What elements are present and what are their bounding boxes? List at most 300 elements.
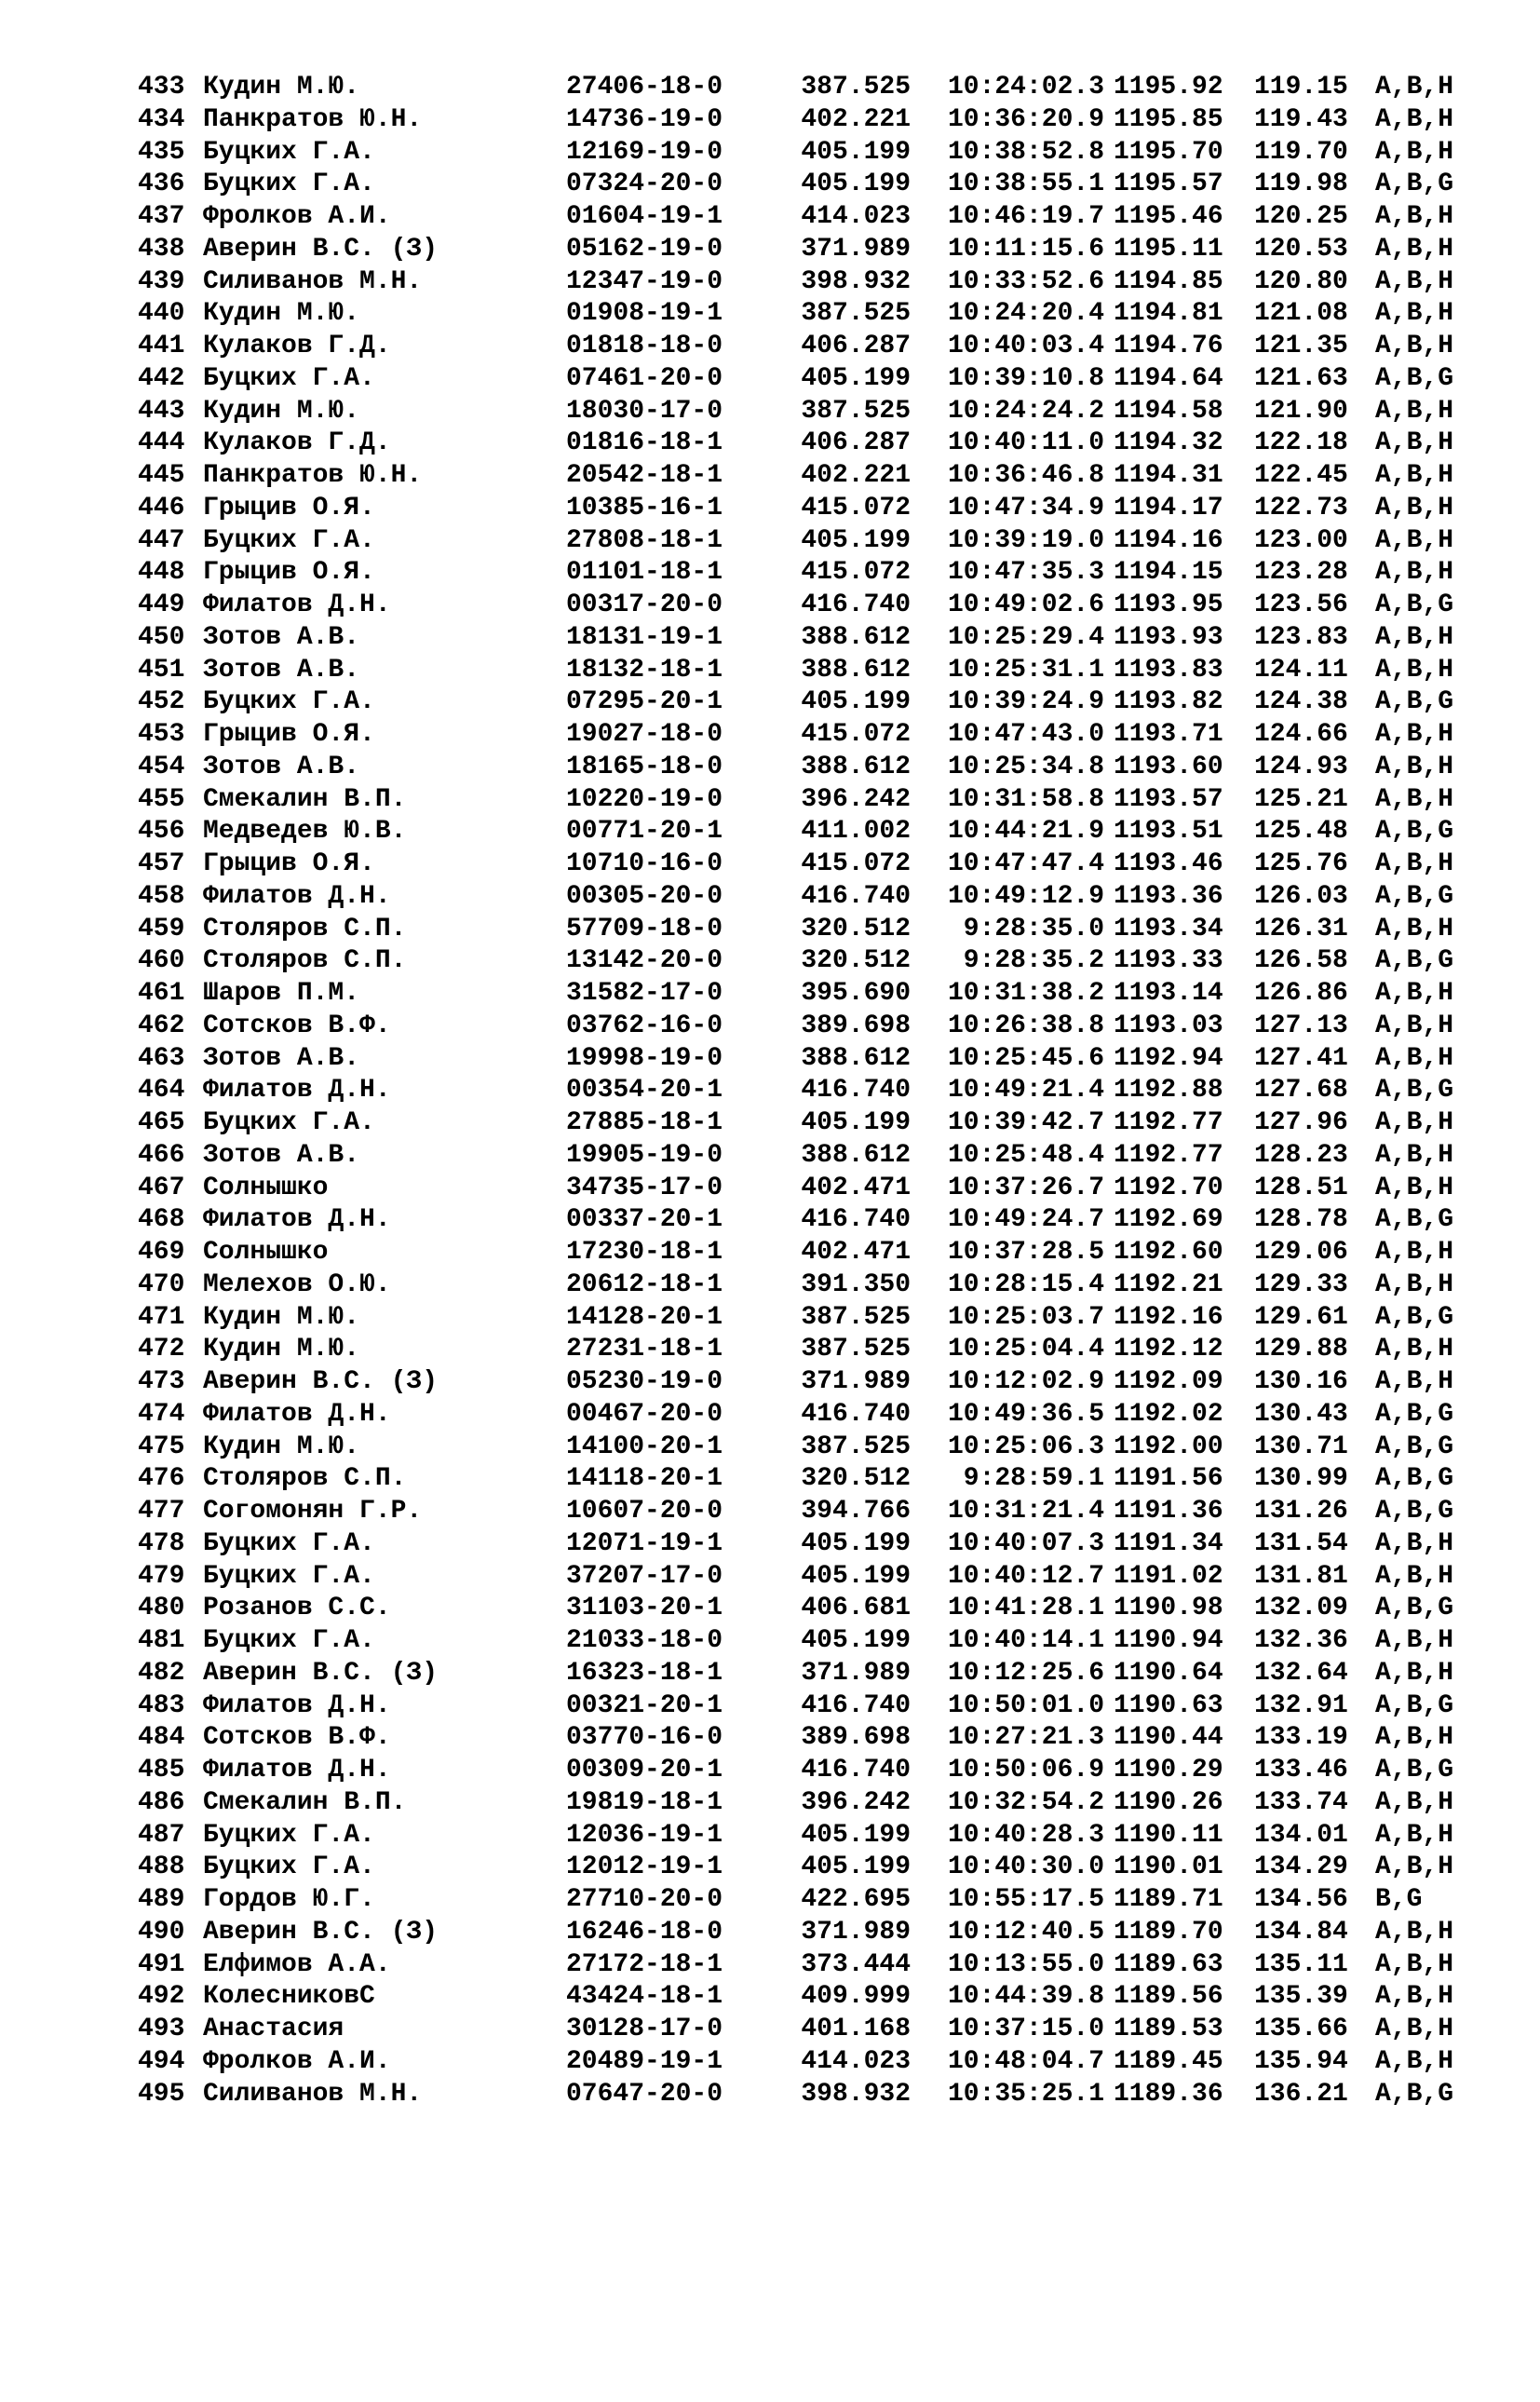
place-number: 481 — [138, 1626, 185, 1655]
fancier-name: Кудин М.Ю. — [203, 396, 360, 426]
arrival-time: 10:40:12.7 — [947, 1561, 1104, 1591]
category-flags: A,B,H — [1375, 914, 1454, 943]
coefficient-value: 135.39 — [1254, 1982, 1348, 2012]
ring-number: 10385-16-1 — [566, 493, 723, 522]
speed-value: 1192.02 — [1114, 1399, 1223, 1429]
fancier-name: Солнышко — [203, 1238, 329, 1267]
category-flags: A,B,H — [1375, 979, 1454, 1008]
speed-value: 1192.09 — [1114, 1367, 1223, 1396]
place-number: 465 — [138, 1108, 185, 1137]
category-flags: A,B,H — [1375, 1626, 1454, 1655]
arrival-time: 10:33:52.6 — [947, 266, 1104, 296]
result-row — [0, 298, 1540, 331]
arrival-time: 10:31:21.4 — [947, 1497, 1104, 1526]
arrival-time: 10:12:40.5 — [947, 1917, 1104, 1947]
category-flags: A,B,H — [1375, 1108, 1454, 1137]
result-row — [0, 1981, 1540, 2014]
coefficient-value: 130.43 — [1254, 1399, 1348, 1429]
ring-number: 01101-18-1 — [566, 558, 723, 588]
result-row — [0, 978, 1540, 1011]
coefficient-value: 128.78 — [1254, 1205, 1348, 1235]
result-row — [0, 525, 1540, 558]
ring-number: 18131-19-1 — [566, 622, 723, 652]
arrival-time: 10:24:20.4 — [947, 299, 1104, 329]
arrival-time: 10:25:04.4 — [947, 1335, 1104, 1364]
arrival-time: 9:28:59.1 — [963, 1464, 1104, 1494]
arrival-time: 10:39:10.8 — [947, 363, 1104, 393]
result-row — [0, 1269, 1540, 1302]
distance-km: 387.525 — [801, 1302, 911, 1332]
ring-number: 03762-16-0 — [566, 1011, 723, 1040]
place-number: 473 — [138, 1367, 185, 1396]
speed-value: 1189.70 — [1114, 1917, 1223, 1947]
result-row — [0, 1820, 1540, 1852]
category-flags: A,B,H — [1375, 428, 1454, 458]
speed-value: 1191.02 — [1114, 1561, 1223, 1591]
fancier-name: Буцких Г.А. — [203, 1852, 375, 1882]
arrival-time: 10:35:25.1 — [947, 2079, 1104, 2109]
category-flags: A,B,H — [1375, 752, 1454, 781]
coefficient-value: 126.31 — [1254, 914, 1348, 943]
category-flags: A,B,G — [1375, 881, 1454, 911]
place-number: 437 — [138, 202, 185, 231]
result-row — [0, 914, 1540, 946]
distance-km: 387.525 — [801, 1432, 911, 1461]
place-number: 480 — [138, 1594, 185, 1623]
coefficient-value: 133.74 — [1254, 1787, 1348, 1817]
coefficient-value: 134.29 — [1254, 1852, 1348, 1882]
fancier-name: Кудин М.Ю. — [203, 1302, 360, 1332]
arrival-time: 10:49:36.5 — [947, 1399, 1104, 1429]
coefficient-value: 129.06 — [1254, 1238, 1348, 1267]
arrival-time: 10:40:30.0 — [947, 1852, 1104, 1882]
coefficient-value: 133.46 — [1254, 1756, 1348, 1785]
ring-number: 19027-18-0 — [566, 720, 723, 749]
ring-number: 14118-20-1 — [566, 1464, 723, 1494]
place-number: 471 — [138, 1302, 185, 1332]
coefficient-value: 119.43 — [1254, 104, 1348, 134]
ring-number: 18165-18-0 — [566, 752, 723, 781]
speed-value: 1193.34 — [1114, 914, 1223, 943]
fancier-name: Мелехов О.Ю. — [203, 1269, 391, 1299]
ring-number: 19998-19-0 — [566, 1043, 723, 1073]
distance-km: 406.287 — [801, 332, 911, 360]
category-flags: A,B,H — [1375, 1982, 1454, 2012]
coefficient-value: 134.01 — [1254, 1820, 1348, 1850]
arrival-time: 10:47:43.0 — [947, 720, 1104, 749]
arrival-time: 10:11:15.6 — [947, 234, 1104, 264]
distance-km: 402.471 — [801, 1238, 911, 1267]
coefficient-value: 126.86 — [1254, 979, 1348, 1008]
ring-number: 18132-18-1 — [566, 655, 723, 685]
distance-km: 405.199 — [801, 1626, 911, 1655]
speed-value: 1195.46 — [1114, 202, 1223, 231]
coefficient-value: 128.51 — [1254, 1173, 1348, 1202]
distance-km: 389.698 — [801, 1011, 911, 1040]
speed-value: 1192.60 — [1114, 1238, 1223, 1267]
speed-value: 1195.70 — [1114, 137, 1223, 167]
ring-number: 27808-18-1 — [566, 525, 723, 555]
arrival-time: 10:31:38.2 — [947, 979, 1104, 1008]
fancier-name: Кудин М.Ю. — [203, 1335, 360, 1364]
distance-km: 388.612 — [801, 1140, 911, 1170]
distance-km: 416.740 — [801, 590, 911, 619]
speed-value: 1195.11 — [1114, 234, 1223, 264]
place-number: 490 — [138, 1917, 185, 1947]
category-flags: A,B,H — [1375, 299, 1454, 329]
ring-number: 00321-20-1 — [566, 1690, 723, 1720]
ring-number: 31103-20-1 — [566, 1594, 723, 1623]
speed-value: 1195.85 — [1114, 104, 1223, 134]
category-flags: A,B,G — [1375, 1756, 1454, 1785]
result-row — [0, 104, 1540, 137]
place-number: 449 — [138, 590, 185, 619]
fancier-name: Солнышко — [203, 1173, 329, 1202]
ring-number: 07647-20-0 — [566, 2079, 723, 2109]
distance-km: 388.612 — [801, 1043, 911, 1073]
result-row — [0, 1787, 1540, 1820]
fancier-name: Смекалин В.П. — [203, 1787, 407, 1817]
ring-number: 00467-20-0 — [566, 1399, 723, 1429]
ring-number: 00309-20-1 — [566, 1756, 723, 1785]
place-number: 459 — [138, 914, 185, 943]
place-number: 474 — [138, 1399, 185, 1429]
speed-value: 1190.64 — [1114, 1658, 1223, 1688]
place-number: 468 — [138, 1205, 185, 1235]
distance-km: 415.072 — [801, 720, 911, 749]
ring-number: 10607-20-0 — [566, 1497, 723, 1526]
fancier-name: Кулаков Г.Д. — [203, 332, 391, 360]
arrival-time: 10:12:02.9 — [947, 1367, 1104, 1396]
ring-number: 05230-19-0 — [566, 1367, 723, 1396]
place-number: 494 — [138, 2046, 185, 2076]
arrival-time: 9:28:35.2 — [963, 946, 1104, 976]
ring-number: 20612-18-1 — [566, 1269, 723, 1299]
fancier-name: Сотсков В.Ф. — [203, 1723, 391, 1753]
arrival-time: 10:36:20.9 — [947, 104, 1104, 134]
place-number: 442 — [138, 363, 185, 393]
result-row — [0, 72, 1540, 104]
coefficient-value: 135.94 — [1254, 2046, 1348, 2076]
result-row — [0, 848, 1540, 881]
speed-value: 1194.64 — [1114, 363, 1223, 393]
result-row — [0, 1561, 1540, 1594]
distance-km: 405.199 — [801, 1852, 911, 1882]
category-flags: A,B,H — [1375, 1917, 1454, 1947]
place-number: 440 — [138, 299, 185, 329]
speed-value: 1193.46 — [1114, 849, 1223, 878]
coefficient-value: 134.84 — [1254, 1917, 1348, 1947]
ring-number: 37207-17-0 — [566, 1561, 723, 1591]
distance-km: 389.698 — [801, 1723, 911, 1753]
category-flags: A,B,H — [1375, 137, 1454, 167]
arrival-time: 10:44:39.8 — [947, 1982, 1104, 2012]
distance-km: 388.612 — [801, 752, 911, 781]
result-row — [0, 1107, 1540, 1140]
place-number: 447 — [138, 525, 185, 555]
speed-value: 1191.56 — [1114, 1464, 1223, 1494]
fancier-name: Грыцив О.Я. — [203, 493, 375, 522]
place-number: 457 — [138, 849, 185, 878]
arrival-time: 10:24:24.2 — [947, 396, 1104, 426]
place-number: 444 — [138, 428, 185, 458]
place-number: 475 — [138, 1432, 185, 1461]
result-row — [0, 1917, 1540, 1949]
fancier-name: Медведев Ю.В. — [203, 817, 407, 847]
distance-km: 320.512 — [801, 914, 911, 943]
place-number: 435 — [138, 137, 185, 167]
fancier-name: Фролков А.И. — [203, 2046, 391, 2076]
category-flags: A,B,H — [1375, 849, 1454, 878]
speed-value: 1192.70 — [1114, 1173, 1223, 1202]
place-number: 443 — [138, 396, 185, 426]
fancier-name: Смекалин В.П. — [203, 784, 407, 814]
fancier-name: Кудин М.Ю. — [203, 73, 360, 102]
distance-km: 387.525 — [801, 1335, 911, 1364]
coefficient-value: 120.53 — [1254, 234, 1348, 264]
category-flags: A,B,H — [1375, 1658, 1454, 1688]
fancier-name: Грыцив О.Я. — [203, 849, 375, 878]
arrival-time: 10:41:28.1 — [947, 1594, 1104, 1623]
category-flags: A,B,G — [1375, 817, 1454, 847]
ring-number: 01818-18-0 — [566, 332, 723, 360]
speed-value: 1190.94 — [1114, 1626, 1223, 1655]
place-number: 446 — [138, 493, 185, 522]
category-flags: A,B,G — [1375, 946, 1454, 976]
ring-number: 13142-20-0 — [566, 946, 723, 976]
result-row — [0, 752, 1540, 784]
arrival-time: 10:25:06.3 — [947, 1432, 1104, 1461]
fancier-name: Фролков А.И. — [203, 202, 391, 231]
place-number: 477 — [138, 1497, 185, 1526]
place-number: 455 — [138, 784, 185, 814]
place-number: 493 — [138, 2015, 185, 2043]
distance-km: 320.512 — [801, 1464, 911, 1494]
result-row — [0, 784, 1540, 817]
place-number: 453 — [138, 720, 185, 749]
ring-number: 27231-18-1 — [566, 1335, 723, 1364]
speed-value: 1193.83 — [1114, 655, 1223, 685]
speed-value: 1190.63 — [1114, 1690, 1223, 1720]
category-flags: A,B,G — [1375, 1594, 1454, 1623]
ring-number: 12169-19-0 — [566, 137, 723, 167]
result-row — [0, 1204, 1540, 1237]
arrival-time: 10:46:19.7 — [947, 202, 1104, 231]
coefficient-value: 127.13 — [1254, 1011, 1348, 1040]
distance-km: 414.023 — [801, 2046, 911, 2076]
category-flags: A,B,G — [1375, 1076, 1454, 1106]
speed-value: 1193.60 — [1114, 752, 1223, 781]
fancier-name: Аверин В.С. (З) — [203, 234, 439, 264]
category-flags: A,B,H — [1375, 1011, 1454, 1040]
result-row — [0, 1140, 1540, 1173]
fancier-name: Буцких Г.А. — [203, 137, 375, 167]
arrival-time: 10:49:12.9 — [947, 881, 1104, 911]
arrival-time: 10:25:29.4 — [947, 622, 1104, 652]
ring-number: 14736-19-0 — [566, 104, 723, 134]
place-number: 487 — [138, 1820, 185, 1850]
fancier-name: Филатов Д.Н. — [203, 590, 391, 619]
category-flags: A,B,H — [1375, 1269, 1454, 1299]
distance-km: 406.681 — [801, 1594, 911, 1623]
place-number: 485 — [138, 1756, 185, 1785]
fancier-name: Панкратов Ю.Н. — [203, 461, 423, 490]
result-row — [0, 427, 1540, 460]
distance-km: 391.350 — [801, 1269, 911, 1299]
category-flags: A,B,G — [1375, 1464, 1454, 1494]
result-row — [0, 1237, 1540, 1269]
speed-value: 1193.36 — [1114, 881, 1223, 911]
ring-number: 16246-18-0 — [566, 1917, 723, 1947]
place-number: 492 — [138, 1982, 185, 2012]
speed-value: 1192.88 — [1114, 1076, 1223, 1106]
coefficient-value: 129.33 — [1254, 1269, 1348, 1299]
distance-km: 406.287 — [801, 428, 911, 458]
fancier-name: Зотов А.В. — [203, 1043, 360, 1073]
place-number: 472 — [138, 1335, 185, 1364]
distance-km: 405.199 — [801, 363, 911, 393]
ring-number: 00317-20-0 — [566, 590, 723, 619]
arrival-time: 10:49:02.6 — [947, 590, 1104, 619]
category-flags: A,B,G — [1375, 1690, 1454, 1720]
coefficient-value: 127.41 — [1254, 1043, 1348, 1073]
ring-number: 10220-19-0 — [566, 784, 723, 814]
result-row — [0, 1528, 1540, 1561]
fancier-name: Филатов Д.Н. — [203, 1756, 391, 1785]
ring-number: 00337-20-1 — [566, 1205, 723, 1235]
arrival-time: 10:27:21.3 — [947, 1723, 1104, 1753]
place-number: 458 — [138, 881, 185, 911]
result-row — [0, 396, 1540, 428]
speed-value: 1192.69 — [1114, 1205, 1223, 1235]
result-row — [0, 460, 1540, 493]
result-row — [0, 816, 1540, 848]
coefficient-value: 119.98 — [1254, 170, 1348, 199]
distance-km: 416.740 — [801, 1076, 911, 1106]
speed-value: 1192.12 — [1114, 1335, 1223, 1364]
distance-km: 416.740 — [801, 1690, 911, 1720]
distance-km: 405.199 — [801, 170, 911, 199]
speed-value: 1192.21 — [1114, 1269, 1223, 1299]
arrival-time: 10:44:21.9 — [947, 817, 1104, 847]
coefficient-value: 122.73 — [1254, 493, 1348, 522]
fancier-name: Столяров С.П. — [203, 1464, 407, 1494]
distance-km: 395.690 — [801, 979, 911, 1008]
place-number: 466 — [138, 1140, 185, 1170]
speed-value: 1189.71 — [1114, 1885, 1223, 1914]
ring-number: 27172-18-1 — [566, 1949, 723, 1979]
place-number: 452 — [138, 687, 185, 717]
result-row — [0, 881, 1540, 914]
fancier-name: Грыцив О.Я. — [203, 720, 375, 749]
place-number: 464 — [138, 1076, 185, 1106]
speed-value: 1194.31 — [1114, 461, 1223, 490]
result-row — [0, 686, 1540, 719]
ring-number: 14128-20-1 — [566, 1302, 723, 1332]
speed-value: 1193.57 — [1114, 784, 1223, 814]
arrival-time: 10:47:34.9 — [947, 493, 1104, 522]
distance-km: 405.199 — [801, 525, 911, 555]
arrival-time: 10:50:01.0 — [947, 1690, 1104, 1720]
place-number: 445 — [138, 461, 185, 490]
coefficient-value: 132.36 — [1254, 1626, 1348, 1655]
ring-number: 12071-19-1 — [566, 1528, 723, 1558]
distance-km: 398.932 — [801, 2079, 911, 2109]
arrival-time: 10:24:02.3 — [947, 73, 1104, 102]
category-flags: A,B,H — [1375, 1949, 1454, 1979]
place-number: 451 — [138, 655, 185, 685]
arrival-time: 10:32:54.2 — [947, 1787, 1104, 1817]
arrival-time: 10:26:38.8 — [947, 1011, 1104, 1040]
speed-value: 1193.71 — [1114, 720, 1223, 749]
speed-value: 1189.36 — [1114, 2079, 1223, 2109]
place-number: 476 — [138, 1464, 185, 1494]
arrival-time: 10:25:31.1 — [947, 655, 1104, 685]
result-row — [0, 1302, 1540, 1335]
fancier-name: Елфимов А.А. — [203, 1949, 391, 1979]
distance-km: 405.199 — [801, 1108, 911, 1137]
coefficient-value: 124.93 — [1254, 752, 1348, 781]
distance-km: 402.221 — [801, 461, 911, 490]
speed-value: 1194.16 — [1114, 525, 1223, 555]
category-flags: A,B,H — [1375, 1528, 1454, 1558]
category-flags: A,B,G — [1375, 1497, 1454, 1526]
coefficient-value: 128.23 — [1254, 1140, 1348, 1170]
speed-value: 1194.81 — [1114, 299, 1223, 329]
distance-km: 422.695 — [801, 1885, 911, 1914]
speed-value: 1195.92 — [1114, 73, 1223, 102]
category-flags: A,B,H — [1375, 493, 1454, 522]
ring-number: 57709-18-0 — [566, 914, 723, 943]
result-row — [0, 557, 1540, 590]
coefficient-value: 134.56 — [1254, 1885, 1348, 1914]
coefficient-value: 120.25 — [1254, 202, 1348, 231]
distance-km: 409.999 — [801, 1982, 911, 2012]
fancier-name: Розанов С.С. — [203, 1594, 391, 1623]
fancier-name: Буцких Г.А. — [203, 1108, 375, 1137]
fancier-name: Буцких Г.А. — [203, 1820, 375, 1850]
speed-value: 1195.57 — [1114, 170, 1223, 199]
distance-km: 401.168 — [801, 2015, 911, 2043]
distance-km: 388.612 — [801, 655, 911, 685]
speed-value: 1193.95 — [1114, 590, 1223, 619]
fancier-name: Грыцив О.Я. — [203, 558, 375, 588]
arrival-time: 10:25:48.4 — [947, 1140, 1104, 1170]
result-row — [0, 1496, 1540, 1528]
result-row — [0, 2046, 1540, 2079]
fancier-name: Филатов Д.Н. — [203, 1399, 391, 1429]
ring-number: 20489-19-1 — [566, 2046, 723, 2076]
place-number: 450 — [138, 622, 185, 652]
category-flags: B,G — [1375, 1885, 1423, 1914]
arrival-time: 10:12:25.6 — [947, 1658, 1104, 1688]
place-number: 469 — [138, 1238, 185, 1267]
category-flags: A,B,G — [1375, 1399, 1454, 1429]
result-row — [0, 234, 1540, 266]
distance-km: 411.002 — [801, 817, 911, 847]
fancier-name: Зотов А.В. — [203, 1140, 360, 1170]
coefficient-value: 121.35 — [1254, 332, 1348, 360]
result-row — [0, 363, 1540, 396]
arrival-time: 10:39:19.0 — [947, 525, 1104, 555]
fancier-name: Буцких Г.А. — [203, 170, 375, 199]
arrival-time: 10:37:15.0 — [947, 2015, 1104, 2043]
category-flags: A,B,G — [1375, 363, 1454, 393]
place-number: 454 — [138, 752, 185, 781]
distance-km: 405.199 — [801, 687, 911, 717]
result-row — [0, 1075, 1540, 1107]
arrival-time: 10:13:55.0 — [947, 1949, 1104, 1979]
